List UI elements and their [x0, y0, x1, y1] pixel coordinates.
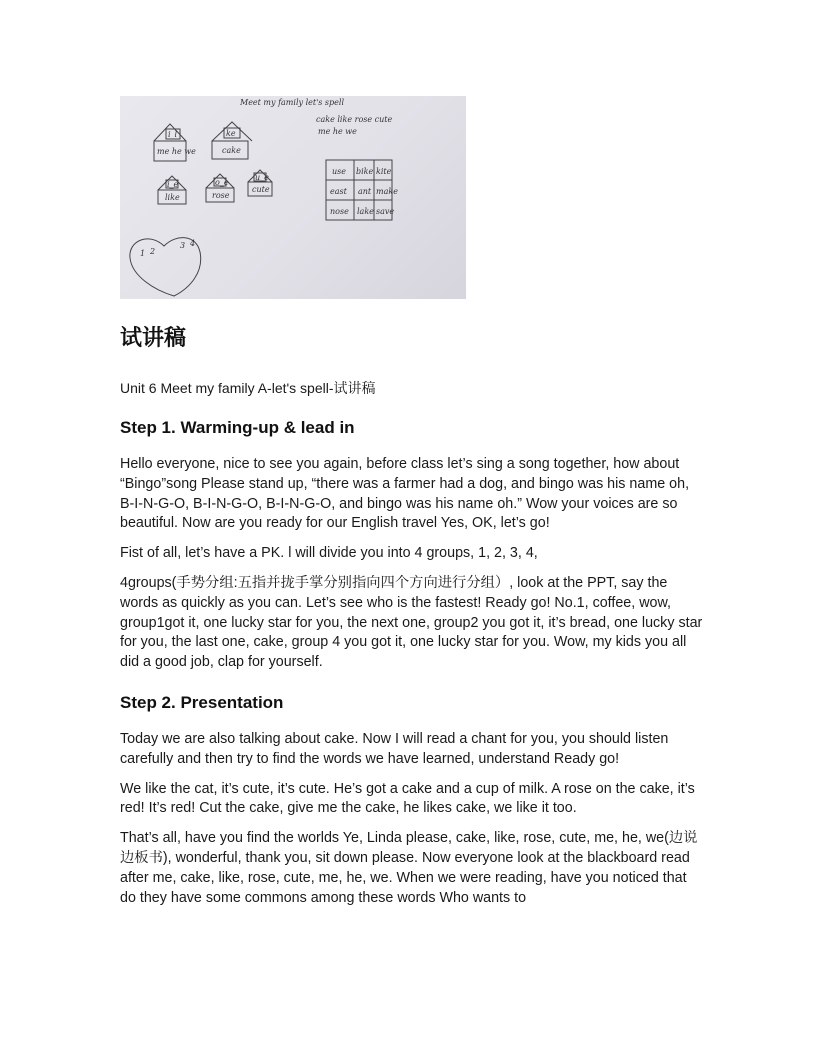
step2-paragraph-3: That’s all, have you find the worlds Ye, Linda please, cake, like, rose, cute, me, he, we(边说边板书), wonderful, thank you, sit down please. Now everyone look at the blackboard read after me, cake, like, rose, cute, me, he, we. When we were reading, have you noticed that do they have some commons among these words Who wants to: [120, 830, 698, 906]
house-2-label: cake: [222, 146, 241, 155]
house-5-label: cute: [252, 185, 270, 194]
document-body: [120, 322, 705, 908]
photo-words-row1: cake like rose cute: [316, 115, 393, 124]
grid-cell-5: ant: [358, 187, 372, 196]
grid-cell-3: kite: [376, 167, 392, 176]
house-3-label: like: [165, 193, 180, 202]
house-2-top: ke: [226, 129, 236, 138]
photo-header-text: Meet my family let's spell: [240, 98, 344, 107]
heart-num-2: 2: [150, 247, 156, 256]
grid-cell-9: save: [376, 207, 395, 216]
blackboard-drawing: [120, 96, 466, 299]
document-subtitle: Unit 6 Meet my family A-let's spell-试讲稿: [120, 380, 376, 396]
grid-cell-2: bike: [356, 167, 374, 176]
step1-heading: Step 1. Warming-up & lead in: [120, 418, 355, 437]
grid-cell-1: use: [332, 167, 346, 176]
document-title: 试讲稿: [120, 326, 187, 351]
photo-words-row2: me he we: [318, 127, 357, 136]
grid-cell-4: east: [330, 187, 347, 196]
heart-num-1: 1: [140, 249, 146, 258]
grid-cell-8: lake: [357, 207, 374, 216]
house-4-label: rose: [212, 191, 230, 200]
step1-paragraph-1: Hello everyone, nice to see you again, before class let’s sing a song together, how about “Bingo”song Please stand up, “there was a farmer had a dog, and bingo was his name oh, B-I-N-G-O, B-I-N-G-O, B-I-N-G-O, and bingo was his name oh.” Wow your voices are so beautiful. Now are you ready for our English travel Yes, OK, let’s go!: [120, 456, 690, 532]
heart-num-4: 4: [190, 239, 196, 248]
grid-cell-6: make: [376, 187, 398, 196]
house-4-top: o_e: [215, 178, 229, 187]
step2-paragraph-2: We like the cat, it’s cute, it’s cute. He’s got a cake and a cup of milk. A rose on the cake, it’s red! It’s red! Cut the cake, give me the cake, he likes cake, we like it too.: [120, 780, 695, 817]
step2-paragraph-1: Today we are also talking about cake. Now I will read a chant for you, you should listen carefully and then try to find the words we have learned, understand Ready go!: [120, 730, 669, 767]
house-1-label: me he we: [157, 147, 196, 156]
house-5-top: u_e: [255, 173, 269, 182]
house-1-top: i_l: [168, 130, 178, 139]
blackboard-photo: [120, 96, 466, 299]
step1-paragraph-3: 4groups(手势分组:五指并拢手掌分别指向四个方向进行分组）, look at the PPT, say the words as quickly as you can. Let’s see who is the fastest! Ready go! No.1, coffee, wow, group1got it, one lucky star for you, the next one, group2 you got it, it’s bread, one lucky star for you, the last one, cake, group 4 you got it, one lucky star for you. Wow, my kids you all did a good job, clap for yourself.: [120, 574, 703, 671]
grid-cell-7: nose: [330, 207, 349, 216]
house-3-top: i_e: [167, 180, 179, 189]
step1-paragraph-2: Fist of all, let’s have a PK. l will divide you into 4 groups, 1, 2, 3, 4,: [120, 545, 538, 562]
heart-num-3: 3: [180, 241, 186, 250]
step2-heading: Step 2. Presentation: [120, 692, 284, 712]
